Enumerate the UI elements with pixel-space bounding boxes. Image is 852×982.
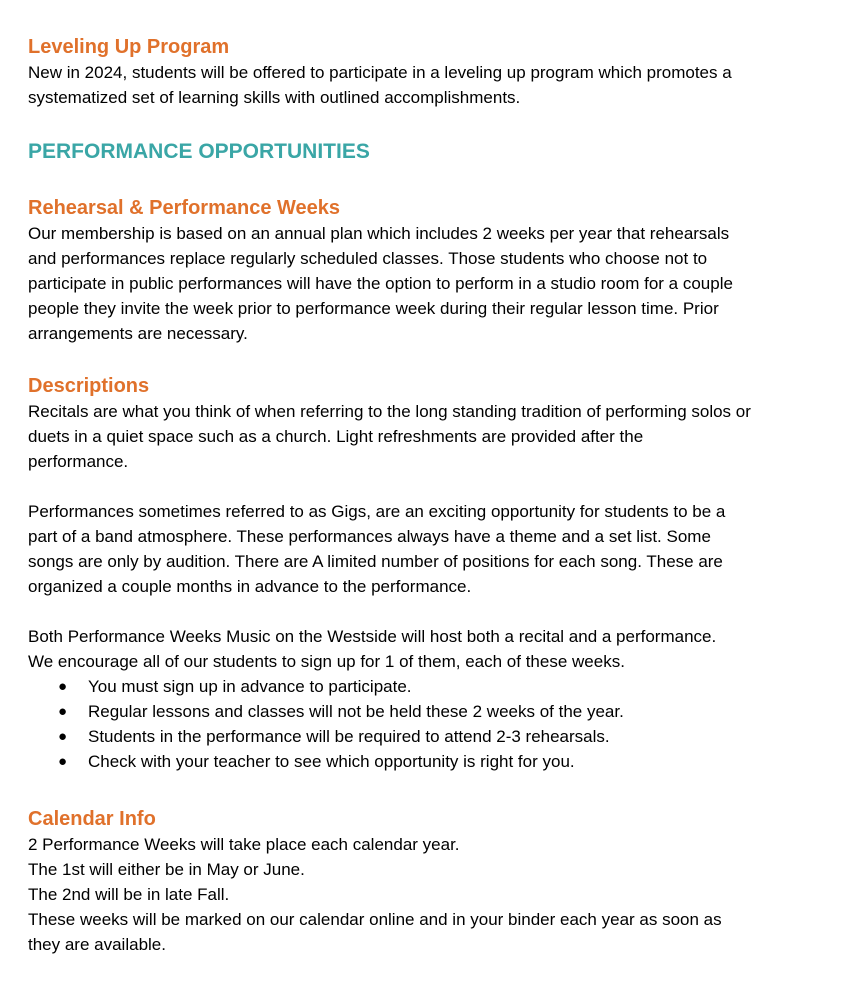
bullet-icon: ● <box>58 728 68 745</box>
text-line: The 2nd will be in late Fall. <box>28 885 230 904</box>
text-line: Recitals are what you think of when referring to the long standing tradition of performing solos or <box>28 402 751 421</box>
list-item-text: Students in the performance will be required to attend 2-3 rehearsals. <box>88 727 610 746</box>
calendar-paragraph <box>28 832 828 957</box>
bullet-icon: ● <box>58 753 68 770</box>
text-line: duets in a quiet space such as a church. Light refreshments are provided after the <box>28 427 644 446</box>
list-item <box>28 724 828 749</box>
text-line: people they invite the week prior to performance week during their regular lesson time. Prior <box>28 299 719 318</box>
bullet-icon: ● <box>58 703 68 720</box>
text-line: performance. <box>28 452 129 471</box>
text-line: arrangements are necessary. <box>28 324 248 343</box>
performance-weeks-paragraph <box>28 624 828 674</box>
list-item-text: Check with your teacher to see which opportunity is right for you. <box>88 752 575 771</box>
text-line: systematized set of learning skills with outlined accomplishments. <box>28 88 521 107</box>
list-item <box>28 699 828 724</box>
recitals-paragraph <box>28 399 828 474</box>
text-line: and performances replace regularly scheduled classes. Those students who choose not to <box>28 249 708 268</box>
text-line: The 1st will either be in May or June. <box>28 860 305 879</box>
bullet-icon: ● <box>58 678 68 695</box>
performances-paragraph <box>28 499 828 599</box>
text-line: they are available. <box>28 935 166 954</box>
bullet-list <box>28 674 828 774</box>
text-line: Both Performance Weeks Music on the Westside will host both a recital and a performance. <box>28 627 717 646</box>
text-line: part of a band atmosphere. These performances always have a theme and a set list. Some <box>28 527 711 546</box>
rehearsal-performance-weeks-heading: Rehearsal & Performance Weeks <box>28 197 341 219</box>
list-item-text: Regular lessons and classes will not be held these 2 weeks of the year. <box>88 702 624 721</box>
list-item-text: You must sign up in advance to participate. <box>88 677 412 696</box>
list-item <box>28 674 828 699</box>
text-line: participate in public performances will have the option to perform in a studio room for a couple <box>28 274 733 293</box>
text-line: Performances sometimes referred to as Gigs, are an exciting opportunity for students to be a <box>28 502 726 521</box>
text-line: songs are only by audition. There are A limited number of positions for each song. These are <box>28 552 723 571</box>
leveling-up-heading: Leveling Up Program <box>28 36 230 58</box>
text-line: These weeks will be marked on our calendar online and in your binder each year as soon as <box>28 910 722 929</box>
text-line: 2 Performance Weeks will take place each calendar year. <box>28 835 460 854</box>
list-item <box>28 749 828 774</box>
text-line: We encourage all of our students to sign up for 1 of them, each of these weeks. <box>28 652 625 671</box>
text-line: Our membership is based on an annual plan which includes 2 weeks per year that rehearsals <box>28 224 730 243</box>
rehearsal-paragraph <box>28 221 828 346</box>
descriptions-heading: Descriptions <box>28 375 150 397</box>
text-line: New in 2024, students will be offered to participate in a leveling up program which promotes a <box>28 63 732 82</box>
calendar-info-heading: Calendar Info <box>28 808 156 830</box>
performance-opportunities-title: PERFORMANCE OPPORTUNITIES <box>28 140 370 163</box>
text-line: organized a couple months in advance to the performance. <box>28 577 472 596</box>
leveling-up-paragraph <box>28 60 828 110</box>
